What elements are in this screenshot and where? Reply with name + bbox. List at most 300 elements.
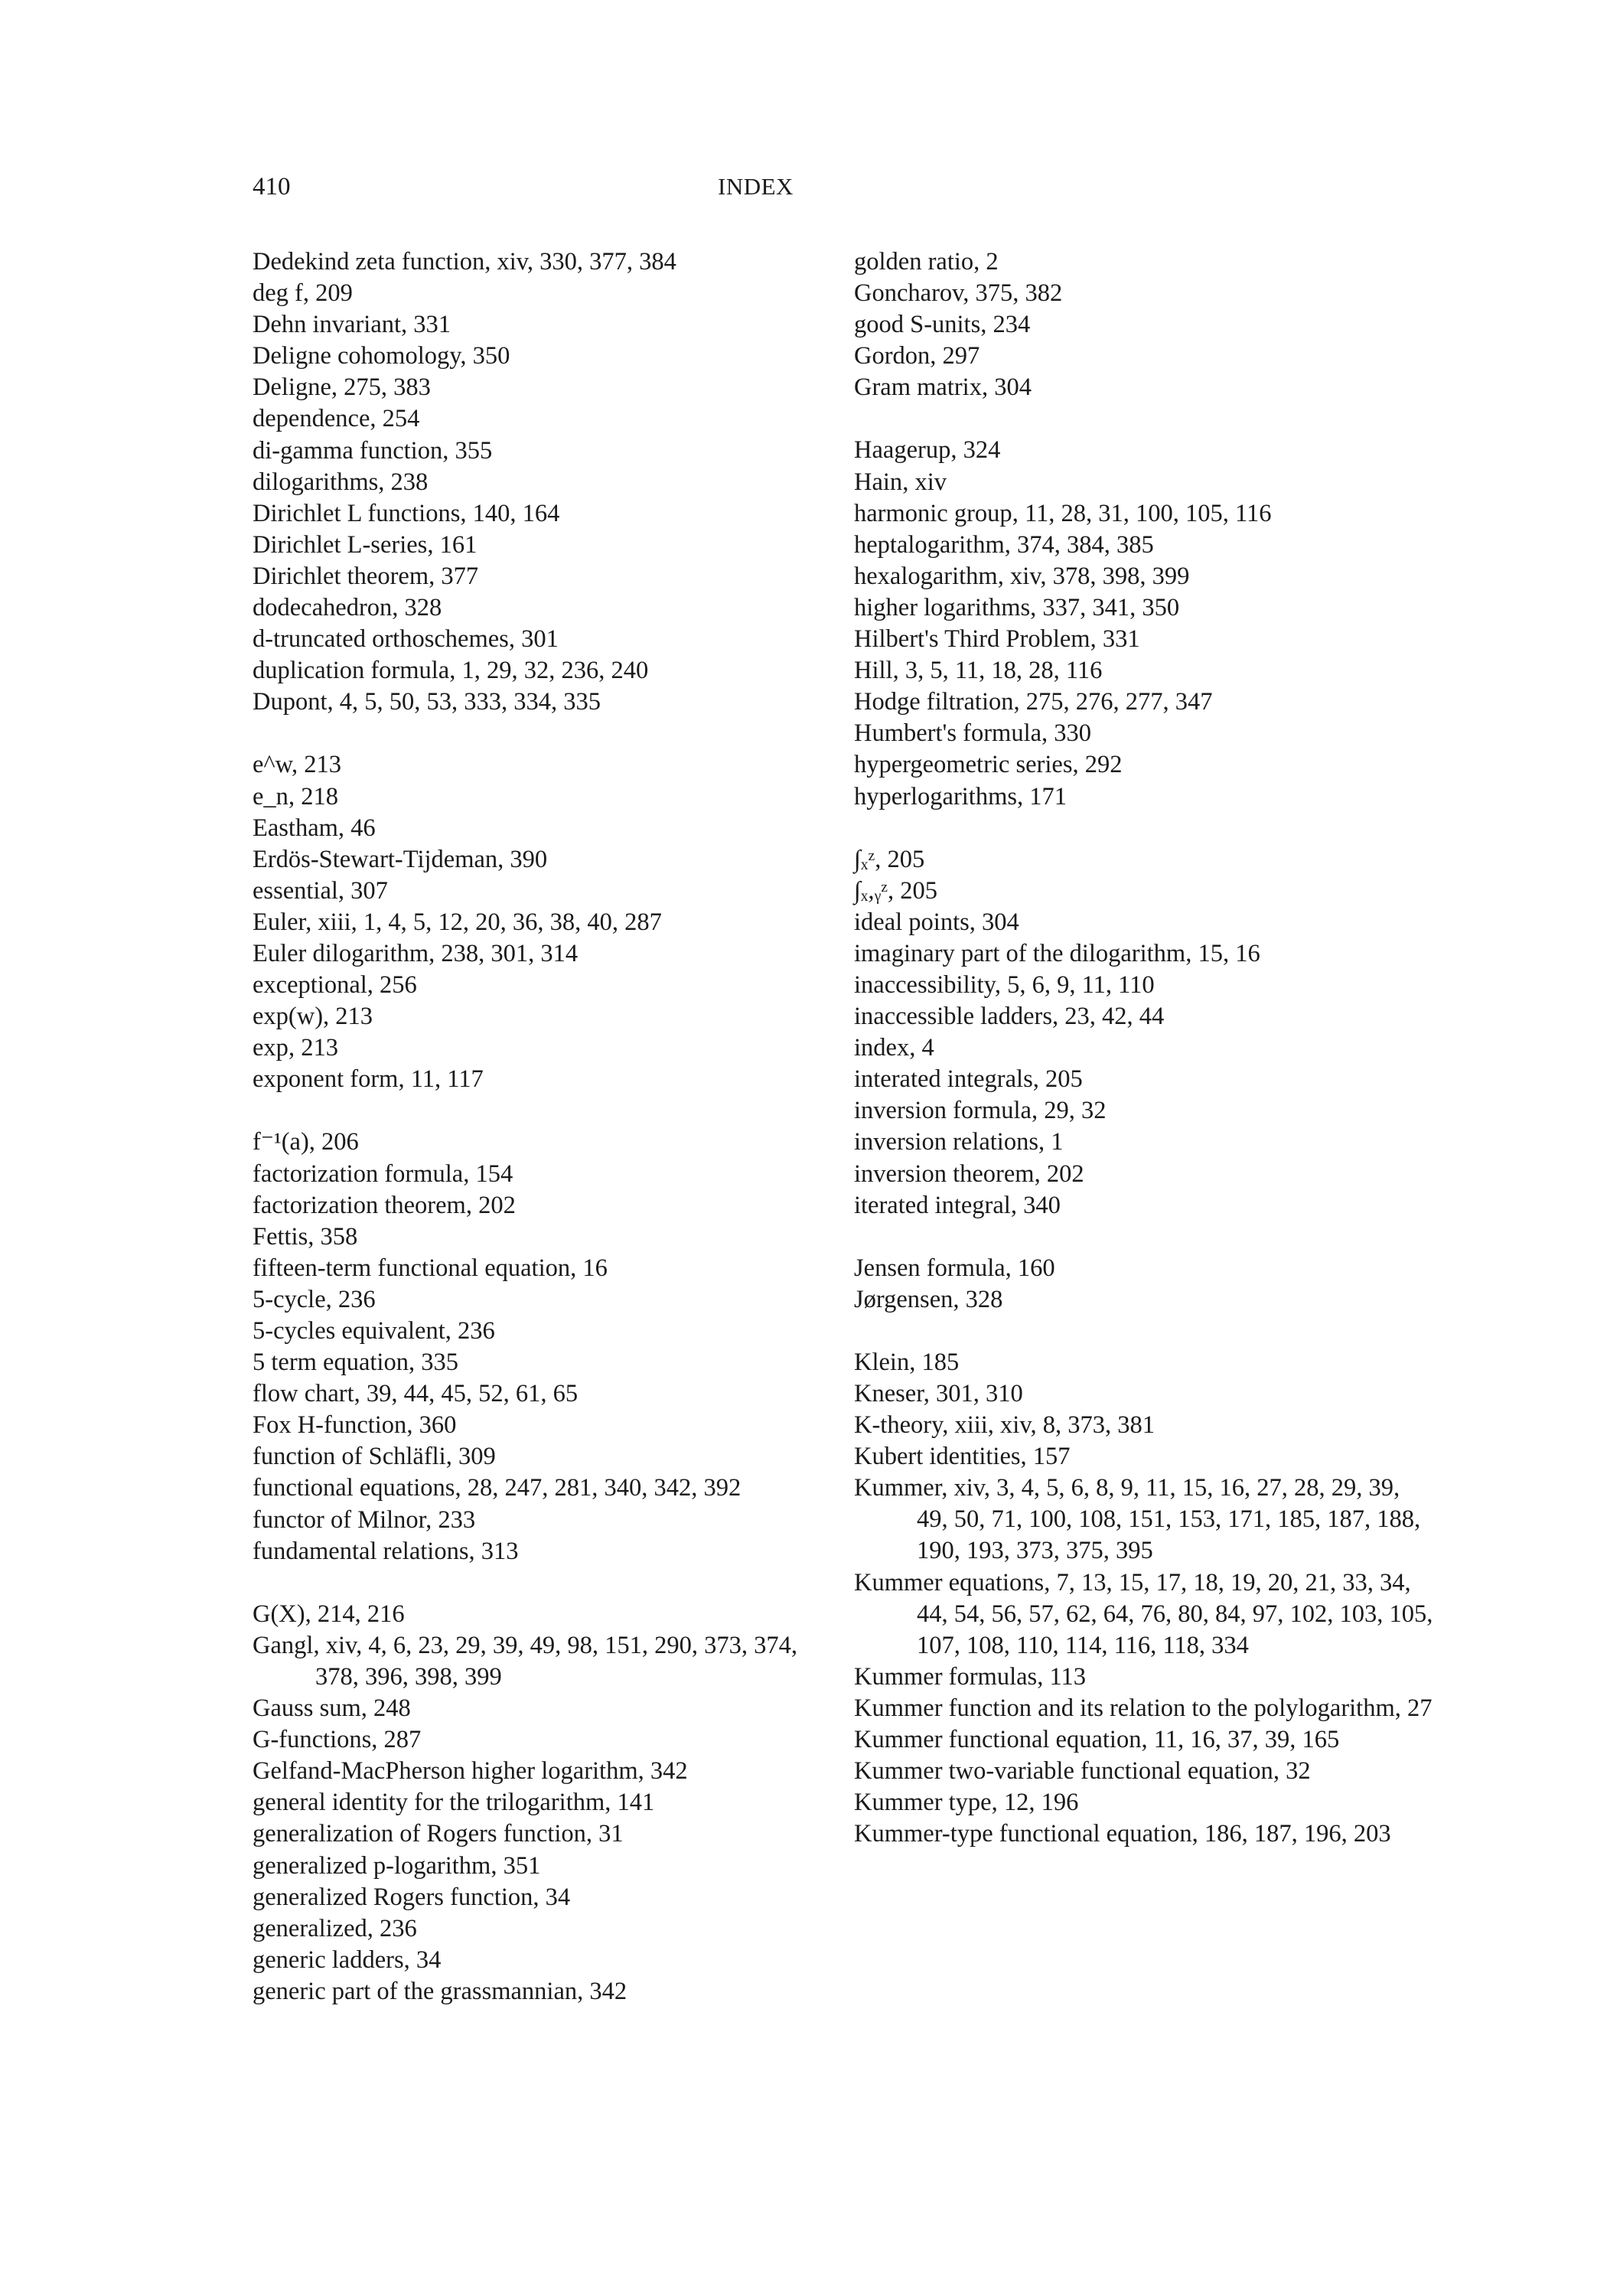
index-term: good S-units (854, 311, 981, 339)
index-term: functional equations (253, 1474, 455, 1502)
separator: , (313, 1631, 326, 1659)
page-references: 328 (404, 594, 442, 622)
separator: , (942, 1411, 955, 1440)
separator: , (1273, 1757, 1286, 1786)
separator: , (1041, 719, 1054, 748)
index-term: Dirichlet theorem (253, 562, 429, 590)
separator: , (909, 1034, 922, 1062)
separator: , (533, 1883, 546, 1911)
index-term: duplication formula (253, 657, 450, 685)
page-references: 34 (545, 1883, 571, 1911)
index-term: generalization of Rogers function (253, 1820, 586, 1848)
index-entry (854, 970, 1436, 1001)
index-column-right (854, 246, 1436, 1850)
index-entry (854, 1693, 1436, 1724)
page-references: 254 (382, 405, 420, 433)
separator: , (923, 1380, 936, 1407)
index-entry (253, 813, 834, 844)
page-references: 324 (963, 436, 1001, 465)
index-term: Kummer function and its relation to the polylogarithm (854, 1694, 1395, 1722)
section-gap (854, 403, 1436, 435)
index-term: exponent form (253, 1065, 399, 1094)
index-entry (253, 372, 834, 403)
index-term: Gauss sum (253, 1694, 361, 1723)
separator: , (1013, 688, 1026, 716)
separator: , (288, 1034, 302, 1062)
separator: , (892, 657, 905, 685)
index-entry (854, 1253, 1436, 1284)
separator: , (941, 1474, 954, 1502)
page-references: 29, 32 (1044, 1097, 1107, 1125)
page-references: 313 (481, 1537, 519, 1565)
index-term: Jensen formula (854, 1254, 1006, 1282)
page-references: 275, 276, 277, 347 (1025, 688, 1213, 716)
index-term: Humbert's formula (854, 719, 1042, 748)
index-entry (253, 1221, 834, 1253)
index-term: factorization theorem (253, 1191, 466, 1219)
page-references: 205 (1045, 1065, 1083, 1094)
page-references: 375, 382 (975, 279, 1063, 308)
index-term: imaginary part of the dilogarithm (854, 939, 1186, 967)
separator: , (909, 1348, 922, 1376)
separator: , (378, 468, 391, 496)
index-column-left (253, 246, 834, 2007)
page-references: 32 (1286, 1757, 1311, 1786)
page-references: 234 (993, 311, 1031, 339)
separator: , (1141, 1726, 1154, 1754)
index-term: inversion theorem (854, 1159, 1035, 1188)
index-term: 5 term equation (253, 1349, 409, 1377)
page-references: 154 (475, 1159, 513, 1188)
page-references: 28, 247, 281, 340, 342, 392 (467, 1474, 742, 1502)
page-references: 350 (472, 342, 510, 370)
index-entry (253, 1913, 834, 1945)
separator: , (302, 279, 316, 308)
separator: , (367, 971, 380, 1000)
index-entry (253, 1599, 834, 1630)
index-entry (253, 1441, 834, 1473)
index-entry (253, 1316, 834, 1347)
index-term: ∫ₓ,ᵧᶻ (854, 876, 888, 905)
page-references: 236 (337, 1285, 376, 1313)
separator: , (1020, 1443, 1033, 1471)
page-references: 342 (650, 1757, 688, 1786)
separator: , (973, 248, 986, 276)
separator: , (392, 594, 405, 622)
page-references: 233 (438, 1505, 476, 1534)
separator: , (427, 530, 440, 559)
separator: , (887, 876, 901, 905)
separator: , (930, 342, 943, 370)
index-term: Jørgensen (854, 1285, 953, 1313)
separator: , (449, 657, 462, 685)
page-references: 275, 383 (344, 373, 431, 402)
index-term: d-truncated orthoschemes (253, 625, 509, 654)
page-references: 16 (582, 1254, 608, 1282)
page-references: 218 (301, 782, 338, 810)
separator: , (1030, 593, 1043, 621)
page-references: 205 (900, 876, 937, 905)
index-term: di-gamma function (253, 436, 443, 465)
separator: , (292, 751, 305, 779)
index-entry (854, 1662, 1436, 1693)
index-term: Deligne (253, 373, 331, 402)
page-references: 209 (315, 279, 353, 308)
index-entry (854, 372, 1436, 403)
index-entry (854, 1190, 1436, 1221)
separator: , (460, 342, 473, 370)
index-term: Kubert identities (854, 1443, 1021, 1471)
page-references: 11, 16, 37, 39, 165 (1153, 1726, 1340, 1754)
index-entry (253, 970, 834, 1001)
separator: , (323, 1003, 336, 1031)
separator: , (442, 436, 455, 465)
separator: , (1031, 1097, 1045, 1125)
index-entry (854, 938, 1436, 970)
page-references: 34 (416, 1945, 442, 1974)
page-references: 1, 29, 32, 236, 240 (461, 657, 649, 685)
index-entry (253, 592, 834, 624)
index-term: exp(w) (253, 1003, 324, 1031)
index-term: Dedekind zeta function (253, 248, 485, 276)
index-term: generic ladders (253, 1945, 404, 1974)
page-references: 11, 28, 31, 100, 105, 116 (1024, 499, 1272, 527)
separator: , (1185, 939, 1198, 967)
index-term: inaccessible ladders (854, 1003, 1052, 1031)
section-gap (253, 1095, 834, 1127)
separator: , (371, 1726, 384, 1754)
page-references: 248 (373, 1694, 411, 1723)
separator: , (305, 908, 318, 936)
page-references: 238 (390, 468, 429, 496)
index-entry (854, 435, 1436, 466)
separator: , (902, 468, 915, 496)
page-references: 238, 301, 314 (441, 939, 579, 967)
index-entry (253, 309, 834, 341)
index-entry (253, 1630, 834, 1693)
page-references: 337, 341, 350 (1042, 593, 1180, 621)
page-number: 410 (253, 173, 291, 201)
index-entry (854, 592, 1436, 624)
page-references: 185 (921, 1348, 960, 1376)
separator: , (305, 1600, 318, 1628)
index-term: Eastham (253, 814, 338, 842)
index-term: Gelfand-MacPherson higher logarithm (253, 1757, 638, 1786)
page-references: 335 (421, 1349, 458, 1377)
index-entry (854, 1410, 1436, 1441)
index-term: fundamental relations (253, 1537, 469, 1565)
index-entry (253, 435, 834, 467)
separator: , (1051, 1003, 1065, 1031)
index-term: iterated integral (854, 1191, 1011, 1219)
index-entry (854, 844, 1436, 876)
index-term: generalized (253, 1914, 367, 1942)
index-entry (854, 1441, 1436, 1473)
index-term: hypergeometric series (854, 751, 1073, 779)
index-term: flow chart (253, 1380, 354, 1408)
index-term: ideal points (854, 908, 970, 936)
separator: , (953, 1285, 966, 1313)
separator: , (354, 1380, 367, 1408)
page-references: xiii, xiv, 8, 373, 381 (954, 1411, 1155, 1440)
page-references: 157 (1032, 1443, 1071, 1471)
separator: , (1090, 625, 1103, 654)
index-term: general identity for the trilogarithm (253, 1789, 605, 1817)
page-references: 213 (301, 1034, 338, 1062)
index-term: Fox H-function (253, 1411, 407, 1440)
index-term: function of Schläfli (253, 1443, 446, 1471)
index-term: Fettis (253, 1222, 308, 1251)
page-references: 161 (439, 530, 478, 559)
index-term: dodecahedron (253, 594, 393, 622)
index-entry (253, 1505, 834, 1536)
page-references: 213 (304, 751, 342, 779)
index-entry (854, 1284, 1436, 1316)
separator: , (327, 688, 340, 716)
page-references: 304 (994, 373, 1032, 402)
page-references: 292 (1084, 751, 1123, 779)
separator: , (994, 970, 1008, 999)
index-entry (253, 561, 834, 592)
page-references: 12, 196 (1003, 1789, 1079, 1817)
index-term: Gangl (253, 1631, 314, 1659)
separator: , (1034, 1159, 1047, 1188)
page-references: 351 (503, 1851, 541, 1880)
separator: , (1010, 1191, 1024, 1219)
page-references: 15, 16 (1198, 939, 1260, 967)
page-references: 304 (982, 908, 1019, 936)
separator: , (445, 1443, 458, 1471)
index-entry (253, 655, 834, 687)
index-entry (253, 1378, 834, 1410)
index-term: Gordon (854, 342, 931, 370)
separator: , (337, 814, 351, 842)
page-references: 301 (521, 625, 559, 654)
separator: , (460, 499, 473, 527)
page-references: 331 (1102, 625, 1140, 654)
page-references: 7, 13, 15, 17, 18, 19, 20, 21, 33, 34, 44, 54, 56, 57, 62, 64, 76, 80, 84, 97, 102, 103, 105, 107, 108, 110, 114, 116, 118, 334 (917, 1568, 1433, 1659)
separator: , (1044, 1568, 1057, 1596)
index-term: higher logarithms (854, 593, 1031, 621)
page-references: 390 (510, 845, 548, 873)
separator: , (398, 1065, 411, 1094)
index-entry (854, 246, 1436, 278)
index-entry (253, 246, 834, 278)
index-term: hexalogarithm (854, 562, 998, 590)
index-term: Dupont (253, 688, 328, 716)
index-term: golden ratio (854, 248, 974, 276)
index-entry (854, 498, 1436, 530)
index-entry (253, 1976, 834, 2007)
separator: , (508, 625, 522, 654)
page-references: 236 (380, 1914, 417, 1942)
index-term: Hain (854, 468, 903, 496)
index-entry (854, 1159, 1436, 1190)
index-term: inversion relations (854, 1128, 1038, 1156)
index-entry (253, 278, 834, 309)
index-term: Goncharov (854, 279, 963, 308)
index-term: Hilbert's Third Problem (854, 625, 1090, 654)
index-term: dilogarithms (253, 468, 379, 496)
separator: , (969, 908, 982, 936)
index-term: e_n (253, 782, 288, 810)
page-references: 46 (350, 814, 376, 842)
index-term: Euler (253, 908, 306, 936)
index-entry (253, 1253, 834, 1284)
index-term: e^w (253, 751, 292, 779)
separator: , (455, 1474, 468, 1502)
index-entry (253, 749, 834, 781)
index-entry (253, 1473, 834, 1504)
page-references: xiv, 378, 398, 399 (1009, 562, 1190, 590)
separator: , (981, 373, 995, 402)
index-entry (854, 309, 1436, 341)
page-references: xiv, 3, 4, 5, 6, 8, 9, 11, 15, 16, 27, 28, 29, 39, 49, 50, 71, 100, 108, 151, 153, 171, 185, 187, 188, 190, 193, 373, 375, 395 (917, 1474, 1421, 1565)
separator: , (401, 311, 414, 339)
index-entry (253, 403, 834, 435)
index-entry (854, 781, 1436, 813)
separator: , (408, 1349, 422, 1377)
index-entry (253, 781, 834, 813)
index-entry (253, 844, 834, 876)
index-entry (854, 907, 1436, 938)
index-term: Gram matrix (854, 373, 982, 402)
page-references: 113 (1049, 1662, 1086, 1691)
section-gap (854, 1221, 1436, 1253)
index-term: G(X) (253, 1600, 305, 1628)
section-gap (253, 718, 834, 749)
page-references: 39, 44, 45, 52, 61, 65 (366, 1380, 579, 1408)
index-entry (854, 1567, 1436, 1662)
index-entry (854, 1001, 1436, 1032)
page-references: 205 (887, 845, 925, 873)
index-entry (253, 498, 834, 530)
index-term: deg f (253, 279, 303, 308)
index-term: inversion formula (854, 1097, 1032, 1125)
index-entry (854, 1756, 1436, 1787)
separator: , (337, 876, 351, 905)
separator: , (950, 436, 963, 465)
index-entry (854, 1378, 1436, 1410)
index-term: Kummer-type functional equation (854, 1820, 1192, 1848)
page-references: 171 (1029, 782, 1068, 810)
separator: , (367, 1914, 380, 1942)
separator: , (585, 1820, 599, 1848)
section-gap (854, 1316, 1436, 1347)
separator: , (1037, 1662, 1050, 1691)
separator: , (1032, 1065, 1045, 1094)
index-entry (253, 1756, 834, 1787)
page-references: 236 (458, 1317, 495, 1345)
index-term: Kummer formulas (854, 1662, 1038, 1691)
separator: , (360, 1694, 373, 1723)
page-references: xiv, 330, 377, 384 (497, 248, 676, 276)
page-references: 377 (441, 562, 479, 590)
index-term: fifteen-term functional equation (253, 1254, 571, 1282)
index-term: exceptional (253, 971, 367, 1000)
separator: , (875, 845, 888, 873)
index-entry (253, 1190, 834, 1221)
index-term: Kummer (854, 1474, 942, 1502)
page-references: 330 (1054, 719, 1092, 748)
index-term: heptalogarithm (854, 530, 1005, 559)
separator: , (1394, 1694, 1407, 1722)
page-references: 374, 384, 385 (1017, 530, 1154, 559)
running-head: INDEX (718, 173, 794, 200)
index-term: generalized p-logarithm (253, 1851, 491, 1880)
index-entry (253, 1536, 834, 1567)
separator: , (1191, 1820, 1204, 1848)
index-entry (253, 1882, 834, 1913)
separator: , (1038, 1128, 1051, 1156)
index-term: essential (253, 876, 338, 905)
index-term: Haagerup (854, 436, 951, 465)
index-term: functor of Milnor (253, 1505, 426, 1534)
separator: , (1072, 751, 1085, 779)
index-entry (854, 1724, 1436, 1756)
index-term: harmonic group (854, 499, 1012, 527)
index-term: Euler dilogarithm (253, 939, 429, 967)
page-references: xiv (914, 468, 947, 496)
index-term: Kummer two-variable functional equation (854, 1757, 1273, 1786)
page-references: 297 (942, 342, 980, 370)
separator: , (497, 845, 510, 873)
index-entry (253, 1693, 834, 1724)
separator: , (491, 1851, 504, 1880)
index-entry (253, 1945, 834, 1976)
index-term: dependence (253, 405, 370, 433)
page-references: 202 (1046, 1159, 1084, 1188)
separator: , (331, 373, 344, 402)
index-term: Kummer equations (854, 1568, 1045, 1596)
page-references: xiv, 4, 6, 23, 29, 39, 49, 98, 151, 290, 373, 374, 378, 396, 398, 399 (315, 1631, 797, 1691)
page-references: 11, 117 (410, 1065, 484, 1094)
index-entry (854, 624, 1436, 655)
index-entry (253, 1818, 834, 1850)
index-term: 5-cycle (253, 1285, 326, 1313)
index-term: f⁻¹(a) (253, 1128, 309, 1156)
index-entry (253, 1724, 834, 1756)
index-term: index (854, 1034, 910, 1062)
index-entry (854, 1818, 1436, 1850)
page-references: 2 (986, 248, 999, 276)
index-entry (253, 938, 834, 970)
index-term: exp (253, 1034, 288, 1062)
separator: , (406, 1411, 419, 1440)
separator: , (429, 939, 442, 967)
index-entry (253, 1410, 834, 1441)
page-references: 4, 5, 50, 53, 333, 334, 335 (339, 688, 601, 716)
index-entry (253, 1851, 834, 1882)
index-entry (854, 718, 1436, 749)
index-entry (854, 1473, 1436, 1567)
index-term: generic part of the grassmannian (253, 1977, 578, 2005)
separator: , (425, 1505, 438, 1534)
separator: , (308, 1222, 321, 1251)
page-references: 342 (589, 1977, 627, 2005)
index-term: Dirichlet L functions (253, 499, 461, 527)
page-references: 213 (335, 1003, 373, 1031)
index-term: factorization formula (253, 1159, 464, 1188)
separator: , (570, 1254, 583, 1282)
separator: , (997, 562, 1010, 590)
index-term: generalized Rogers function (253, 1883, 533, 1911)
index-entry (854, 1095, 1436, 1127)
page-references: 360 (419, 1411, 457, 1440)
page-references: 202 (478, 1191, 516, 1219)
index-entry (854, 467, 1436, 498)
separator: , (1004, 530, 1017, 559)
